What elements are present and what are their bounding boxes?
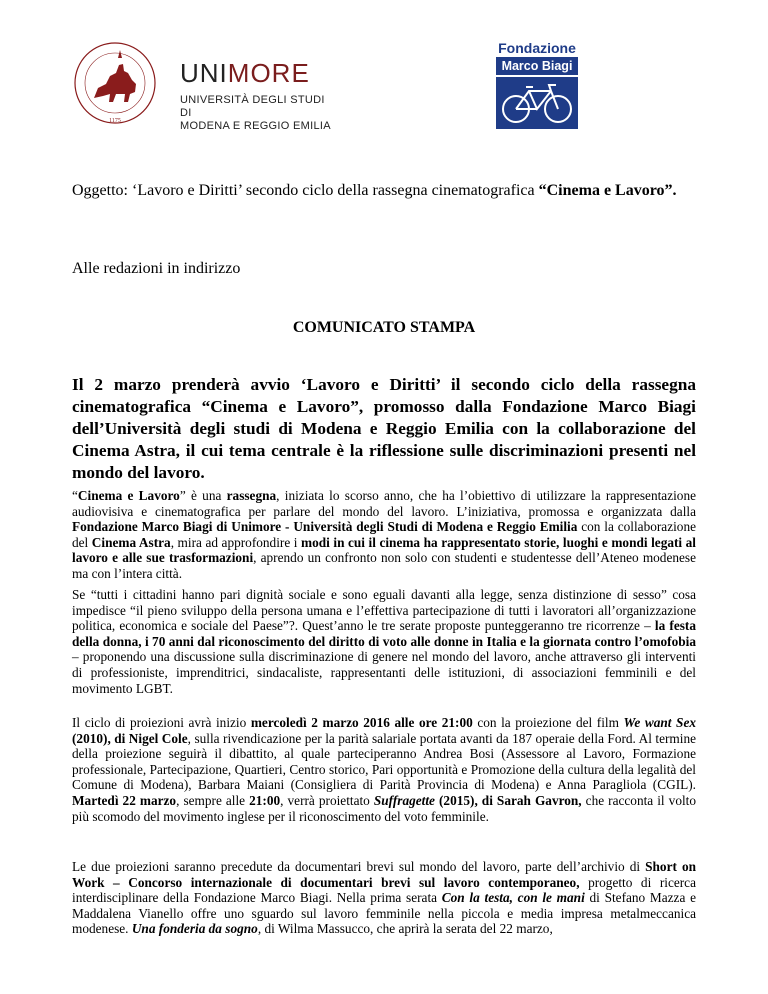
fondazione-name: Marco Biagi: [496, 57, 578, 75]
p3-text: che racconta il volto più scomodo del movimento inglese per il riconoscimento del voto femminile.: [72, 792, 697, 824]
p3-bold: Martedì 22 marzo: [72, 792, 177, 808]
p3-text: con la proiezione del film: [472, 715, 624, 730]
p4-text: , di Wilma Massucco, che aprirà la serata del 22 marzo,: [257, 921, 553, 937]
p1-bold: modi in cui il cinema ha rappresentato storie, luoghi e mondi legati al lavoro e alle sue trasformazioni: [72, 534, 697, 566]
p3-text: , sulla rivendicazione per la parità salariale portata avanti da 187 operaie della Ford. Al termine della proiezione seguirà il dibattito, al quale parteciperanno Andrea Bosi (Assessore al Lavoro, Formazione professionale, Partecipazione, Quartieri, Centro storico, Pari opportunità e Promozione della cultura della legalità del Comune di Modena), Barbara Maiani (Consigliera di Parità Provincia di Modena) e Anna Paragliola (CGIL).: [72, 730, 696, 793]
p3-film-title: Suffragette: [373, 792, 435, 808]
p3-text: Il ciclo di proiezioni avrà inizio: [72, 715, 251, 730]
seal-year: 1175: [109, 118, 121, 124]
p1-bold: Cinema Astra: [91, 534, 171, 550]
paragraph-1: [72, 488, 696, 582]
bicycle-icon: [496, 77, 578, 129]
unimore-wordmark: [180, 58, 310, 89]
p3-bold: mercoledì 2 marzo 2016 alle ore 21:00: [250, 715, 473, 730]
unimore-subtitle-line1: UNIVERSITÀ DEGLI STUDI DI: [180, 94, 325, 119]
p4-doc-title: Una fonderia da sogno: [131, 921, 258, 937]
fondazione-biagi-logo: [496, 40, 578, 136]
university-seal-icon: [72, 40, 172, 126]
p1-bold: rassegna: [226, 488, 277, 503]
p3-bold: 21:00: [249, 792, 281, 808]
unimore-subtitle-line2: MODENA E REGGIO EMILIA: [180, 120, 331, 132]
p2-text: Se “tutti i cittadini hanno pari dignità sociale e sono eguali davanti alla legge, senza distinzione di sesso” cosa impedisce “il pieno sviluppo della persona umana e l’effettiva partecipazione di tutti i lavoratori all’organizzazione politica, economica e sociale del Paese”?. Quest’anno le tre serate proposte punteggeranno tre ricorrenze –: [72, 587, 696, 634]
p2-bold: la festa della donna, i 70 anni dal riconoscimento del diritto di voto alle donne in Italia e la giornata contro l’omofobia: [72, 618, 697, 649]
subject-line: [72, 180, 696, 201]
document-heading: COMUNICATO STAMPA: [292, 319, 476, 336]
p1-text: , iniziata lo scorso anno, che ha l’obiettivo di utilizzare la rappresentazione audiovisiva e cinematografica per parlare del mondo del lavoro. L’iniziativa, promossa e organizzata dalla: [72, 488, 696, 519]
p2-text: – proponendo una discussione sulla discriminazione di genere nel mondo del lavoro, anche attraverso gli interventi di professioniste, imprenditrici, sindacaliste, rappresentanti delle istituzioni, di associazioni femminili e del movimento LGBT.: [72, 649, 696, 696]
p4-text: di Stefano Mazza e Maddalena Vianello offre uno sguardo sul lavoro femminile nella piccola e media impresa metalmeccanica modenese.: [72, 890, 696, 937]
p4-bold: Short on Work – Concorso internazionale di documentari brevi sul lavoro contemporaneo,: [72, 859, 696, 890]
unimore-subtitle: [180, 94, 332, 133]
subject-bold: “Cinema e Lavoro”.: [538, 182, 677, 199]
unimore-logo: [72, 40, 332, 132]
p3-text: , verrà proiettato: [280, 792, 374, 808]
lead-paragraph: Il 2 marzo prenderà avvio ‘Lavoro e Diritti’ il secondo ciclo della rassegna cinematografica “Cinema e Lavoro”, promosso dalla Fondazione Marco Biagi dell’Università degli studi di Modena e Reggio Emilia con la collaborazione del Cinema Astra, il cui tema centrale è la riflessione sulle discriminazioni presenti nel mondo del lavoro.: [72, 375, 696, 482]
p1-bold: Fondazione Marco Biagi di Unimore - Università degli Studi di Modena e Reggio Emilia: [72, 519, 578, 535]
p1-text: ” è una: [179, 488, 227, 503]
wordmark-more: MORE: [227, 58, 310, 88]
p1-text: “: [72, 488, 78, 503]
p3-bold: (2015), di Sarah Gavron,: [434, 792, 582, 808]
paragraph-4: [72, 859, 696, 937]
p1-text: con la collaborazione del: [72, 519, 697, 550]
recipients-line: Alle redazioni in indirizzo: [72, 260, 241, 277]
subject-prefix: Oggetto: ‘Lavoro e Diritti’ secondo ciclo della rassegna cinematografica: [72, 182, 539, 199]
paragraph-2: [72, 587, 696, 696]
p3-bold: (2010), di Nigel Cole: [72, 730, 188, 746]
wordmark-uni: UNI: [180, 58, 228, 88]
p4-text: Le due proiezioni saranno precedute da documentari brevi sul mondo del lavoro, parte dell’archivio di: [72, 859, 646, 874]
p3-film-title: We want Sex: [623, 715, 696, 730]
p1-text: , aprendo un confronto non solo con studenti e studentesse dell’Ateneo modenese ma con l’intera città.: [72, 550, 696, 581]
p4-doc-title: Con la testa, con le mani: [441, 890, 585, 906]
paragraph-3: [72, 715, 696, 824]
p4-text: progetto di ricerca interdisciplinare della Fondazione Marco Biagi. Nella prima serata: [72, 874, 696, 906]
p1-bold: Cinema e Lavoro: [77, 488, 180, 503]
p3-text: , sempre alle: [176, 792, 250, 808]
p1-text: , mira ad approfondire i: [170, 534, 302, 550]
fondazione-title: Fondazione: [498, 40, 576, 56]
